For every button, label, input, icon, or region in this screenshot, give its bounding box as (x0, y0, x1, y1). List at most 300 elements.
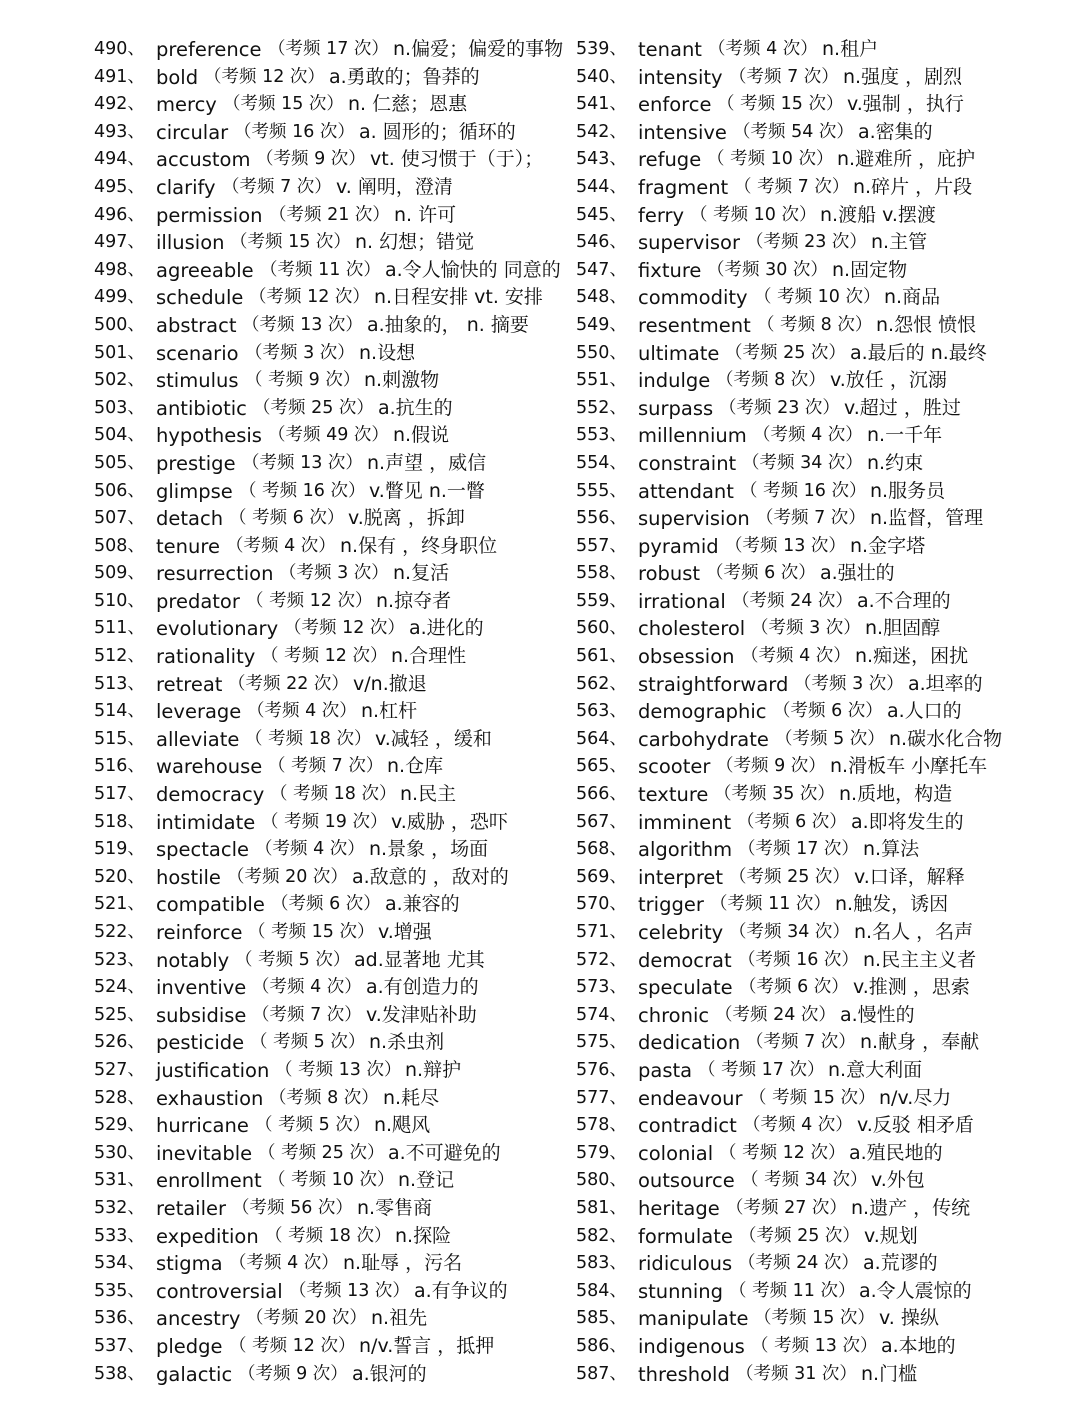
entry-number: 586、 (576, 1335, 627, 1356)
entry-definition: n.算法 (863, 838, 920, 861)
entry-frequency: （考频 6 次） (271, 894, 381, 915)
entry-number: 524、 (94, 977, 145, 998)
entry-frequency: （考频 25 次） (729, 866, 850, 887)
entry-word: resentment (638, 313, 751, 337)
entry-number: 523、 (94, 949, 145, 970)
entry-frequency: （ 考频 12 次） (246, 590, 373, 611)
entry-frequency: （考频 7 次） (756, 508, 866, 529)
entry-definition: v.推测 ，思索 (853, 976, 970, 999)
entry-number: 505、 (94, 452, 145, 473)
entry-definition: n.触发，诱因 (835, 893, 949, 916)
entry-frequency: （考频 4 次） (252, 977, 362, 998)
entry-number: 562、 (576, 673, 627, 694)
entry-number: 543、 (576, 149, 627, 170)
entry-frequency: （ 考频 5 次） (235, 949, 351, 970)
entry-word: pyramid (638, 534, 719, 558)
entry-frequency: （考频 22 次） (228, 673, 349, 694)
entry-number: 491、 (94, 66, 145, 87)
entry-word: schedule (156, 286, 244, 310)
entry-number: 519、 (94, 839, 145, 860)
entry-frequency: （考频 7 次） (252, 1004, 362, 1025)
entry-number: 579、 (576, 1142, 627, 1163)
entry-number: 547、 (576, 259, 627, 280)
entry-frequency: （考频 4 次） (229, 1253, 339, 1274)
entry-frequency: （考频 12 次） (204, 66, 325, 87)
entry-definition: n.民主 (400, 783, 457, 806)
entry-number: 492、 (94, 94, 145, 115)
vocab-entry (576, 1167, 1046, 1195)
entry-definition: n.仓库 (387, 755, 444, 778)
vocab-entry (94, 505, 564, 533)
entry-frequency: （ 考频 18 次） (265, 1225, 392, 1246)
entry-frequency: （考频 3 次） (279, 563, 389, 584)
entry-word: bold (156, 65, 199, 89)
entry-frequency: （ 考频 17 次） (698, 1059, 825, 1080)
entry-definition: v.放任 ，沉溺 (830, 369, 947, 392)
entry-number: 529、 (94, 1115, 145, 1136)
entry-definition: n.商品 (884, 286, 941, 309)
entry-word: scooter (638, 755, 711, 779)
entry-frequency: （ 考频 9 次） (245, 370, 361, 391)
entry-number: 499、 (94, 287, 145, 308)
entry-definition: n.日程安排 vt. 安排 (374, 286, 543, 309)
entry-definition: v.反驳 相矛盾 (857, 1114, 974, 1137)
entry-number: 538、 (94, 1363, 145, 1384)
entry-word: indigenous (638, 1334, 745, 1358)
entry-word: agreeable (156, 258, 254, 282)
entry-definition: a.荒谬的 (863, 1252, 938, 1275)
vocab-entry (576, 64, 1046, 92)
entry-definition: n.质地，构造 (839, 783, 953, 806)
vocab-entry (576, 1002, 1046, 1030)
entry-number: 582、 (576, 1225, 627, 1246)
entry-definition: a. 圆形的；循环的 (359, 120, 516, 143)
entry-number: 544、 (576, 176, 627, 197)
vocab-entry (576, 36, 1046, 64)
entry-number: 536、 (94, 1308, 145, 1329)
entry-number: 534、 (94, 1253, 145, 1274)
entry-definition: v.口译，解释 (854, 865, 965, 888)
entry-word: obsession (638, 645, 735, 669)
entry-word: ancestry (156, 1307, 241, 1331)
entry-word: retailer (156, 1196, 227, 1220)
entry-frequency: （ 考频 10 次） (268, 1170, 395, 1191)
entry-word: pesticide (156, 1031, 245, 1055)
vocab-entry (94, 615, 564, 643)
entry-number: 526、 (94, 1032, 145, 1053)
entry-definition: n. 幻想；错觉 (355, 231, 475, 254)
entry-number: 560、 (576, 618, 627, 639)
entry-word: detach (156, 507, 224, 531)
entry-word: notably (156, 948, 230, 972)
entry-frequency: （考频 21 次） (269, 204, 390, 225)
entry-word: permission (156, 203, 263, 227)
entry-frequency: （考频 17 次） (738, 839, 859, 860)
entry-definition: n.偏爱；偏爱的事物 (393, 38, 564, 60)
entry-definition: n.掠夺者 (376, 589, 452, 612)
entry-frequency: （考频 3 次） (245, 342, 355, 363)
entry-number: 565、 (576, 756, 627, 777)
entry-definition: n.渡船 v.摆渡 (820, 203, 936, 226)
entry-definition: v.外包 (871, 1169, 925, 1192)
vocab-entry (94, 1278, 564, 1306)
entry-definition: n.景象 ，场面 (369, 838, 489, 861)
entry-definition: v.强制 ，执行 (847, 93, 964, 116)
entry-word: celebrity (638, 921, 724, 944)
entry-number: 531、 (94, 1170, 145, 1191)
entry-number: 546、 (576, 232, 627, 253)
entry-number: 496、 (94, 204, 145, 225)
entry-number: 503、 (94, 397, 145, 418)
entry-number: 514、 (94, 701, 145, 722)
entry-frequency: （考频 49 次） (268, 425, 389, 446)
entry-number: 515、 (94, 728, 145, 749)
entry-frequency: （考频 15 次） (230, 232, 351, 253)
entry-number: 550、 (576, 342, 627, 363)
entry-definition: n.碳水化合物 (889, 727, 1003, 750)
entry-frequency: （ 考频 12 次） (719, 1142, 846, 1163)
entry-word: interpret (638, 865, 724, 889)
vocab-entry (94, 119, 564, 147)
entry-frequency: （考频 5 次） (775, 728, 885, 749)
entry-number: 587、 (576, 1363, 627, 1384)
entry-word: intimidate (156, 810, 256, 834)
entry-number: 509、 (94, 563, 145, 584)
entry-number: 490、 (94, 39, 145, 59)
vocab-entry (94, 422, 564, 450)
vocab-entry (94, 478, 564, 506)
entry-number: 548、 (576, 287, 627, 308)
entry-word: manipulate (638, 1307, 749, 1331)
entry-definition: n.胆固醇 (865, 617, 941, 640)
entry-definition: n.耗尽 (383, 1086, 440, 1109)
entry-number: 530、 (94, 1142, 145, 1163)
entry-word: hurricane (156, 1114, 249, 1138)
entry-number: 501、 (94, 342, 145, 363)
vocab-entry (576, 1305, 1046, 1333)
vocab-entry (94, 1112, 564, 1140)
entry-frequency: （考频 25 次） (725, 342, 846, 363)
entry-frequency: （考频 25 次） (253, 397, 374, 418)
entry-number: 532、 (94, 1197, 145, 1218)
entry-word: supervisor (638, 231, 740, 255)
entry-frequency: （ 考频 12 次） (261, 646, 388, 667)
entry-number: 577、 (576, 1087, 627, 1108)
vocab-entry (576, 478, 1046, 506)
entry-word: outsource (638, 1169, 735, 1193)
entry-frequency: （考频 6 次） (739, 977, 849, 998)
vocab-entry (94, 1195, 564, 1223)
entry-number: 545、 (576, 204, 627, 225)
entry-definition: n.登记 (398, 1169, 455, 1192)
entry-word: tenant (638, 38, 702, 61)
entry-definition: a.最后的 n.最终 (850, 341, 987, 364)
entry-definition: v.脱离 ，拆卸 (348, 507, 465, 530)
entry-word: prestige (156, 451, 236, 475)
vocab-entry (94, 781, 564, 809)
vocab-entry (576, 367, 1046, 395)
entry-word: controversial (156, 1279, 283, 1303)
entry-definition: n.强度 ，剧烈 (843, 65, 963, 88)
vocab-entry (94, 1140, 564, 1168)
entry-word: commodity (638, 286, 748, 310)
entry-frequency: （考频 27 次） (726, 1197, 847, 1218)
entry-number: 568、 (576, 839, 627, 860)
vocab-entry (576, 1250, 1046, 1278)
entry-word: formulate (638, 1224, 733, 1248)
vocab-entry (576, 1140, 1046, 1168)
entry-word: millennium (638, 424, 747, 448)
vocab-entry (576, 422, 1046, 450)
entry-word: reinforce (156, 921, 243, 944)
entry-definition: n.祖先 (371, 1307, 428, 1330)
entry-number: 533、 (94, 1225, 145, 1246)
entry-number: 573、 (576, 977, 627, 998)
vocab-entry (94, 340, 564, 368)
entry-definition: n.一千年 (867, 424, 943, 447)
entry-frequency: （ 考频 15 次） (248, 922, 375, 942)
vocab-entry (576, 671, 1046, 699)
entry-number: 551、 (576, 370, 627, 391)
vocab-entry (576, 1085, 1046, 1113)
entry-frequency: （考频 13 次） (242, 452, 363, 473)
entry-word: heritage (638, 1196, 720, 1220)
vocab-entry (94, 1167, 564, 1195)
entry-number: 572、 (576, 949, 627, 970)
entry-definition: v.增强 (378, 921, 432, 943)
entry-frequency: （考频 9 次） (716, 756, 826, 777)
entry-frequency: （ 考频 10 次） (690, 204, 817, 225)
entry-number: 549、 (576, 314, 627, 335)
entry-frequency: （考频 4 次） (226, 535, 336, 556)
entry-frequency: （ 考频 15 次） (717, 94, 844, 115)
entry-definition: a.兼容的 (385, 893, 460, 916)
vocab-entry (576, 919, 1046, 947)
entry-frequency: （考频 13 次） (725, 535, 846, 556)
entry-number: 552、 (576, 397, 627, 418)
entry-definition: a.令人震惊的 (859, 1279, 972, 1302)
entry-frequency: （考频 11 次） (260, 259, 381, 280)
entry-definition: a.敌意的 ，敌对的 (352, 865, 509, 888)
entry-word: fixture (638, 258, 702, 282)
entry-word: ferry (638, 203, 685, 227)
entry-word: dedication (638, 1031, 741, 1055)
entry-frequency: （考频 4 次） (743, 1115, 853, 1136)
entry-definition: n. 仁慈；恩惠 (348, 93, 468, 116)
entry-number: 558、 (576, 563, 627, 584)
entry-frequency: （考频 13 次） (242, 314, 363, 335)
entry-word: contradict (638, 1114, 737, 1138)
entry-frequency: （考频 9 次） (256, 149, 366, 170)
entry-number: 540、 (576, 66, 627, 87)
entry-frequency: （考频 12 次） (249, 287, 370, 308)
entry-word: hypothesis (156, 424, 262, 448)
entry-word: pasta (638, 1058, 693, 1082)
vocab-entry (576, 560, 1046, 588)
entry-frequency: （ 考频 5 次） (250, 1032, 366, 1053)
entry-frequency: （ 考频 6 次） (229, 508, 345, 529)
vocab-entry (94, 809, 564, 837)
vocab-entry (576, 726, 1046, 754)
vocab-entry (94, 671, 564, 699)
entry-frequency: （考频 56 次） (232, 1197, 353, 1218)
entry-definition: n.辩护 (405, 1058, 462, 1081)
entry-frequency: （考频 23 次） (746, 232, 867, 253)
entry-definition: vt. 使习惯于（于）； (370, 148, 544, 171)
entry-definition: n.民主主义者 (863, 948, 977, 971)
vocab-entry (576, 202, 1046, 230)
vocab-entry (94, 1002, 564, 1030)
right-column (576, 36, 1046, 1388)
entry-word: enrollment (156, 1169, 262, 1193)
entry-frequency: （ 考频 34 次） (741, 1170, 868, 1191)
entry-definition: n.耻辱 ，污名 (343, 1252, 463, 1275)
entry-definition: n.主管 (871, 231, 928, 254)
entry-number: 513、 (94, 673, 145, 694)
vocab-entry (94, 257, 564, 285)
entry-word: cholesterol (638, 617, 746, 641)
entry-definition: n.声望 ，威信 (367, 451, 487, 474)
entry-number: 576、 (576, 1059, 627, 1080)
vocab-entry (94, 1305, 564, 1333)
vocab-entry (94, 367, 564, 395)
vocab-entry (576, 864, 1046, 892)
entry-number: 567、 (576, 811, 627, 832)
vocab-entry (576, 505, 1046, 533)
entry-frequency: （ 考频 11 次） (729, 1280, 856, 1301)
vocab-entry (576, 1278, 1046, 1306)
entry-word: alleviate (156, 727, 240, 751)
vocab-entry (94, 146, 564, 174)
entry-word: evolutionary (156, 617, 279, 641)
entry-word: spectacle (156, 838, 249, 862)
entry-definition: n.痴迷，困扰 (855, 645, 969, 668)
entry-word: stigma (156, 1252, 223, 1276)
entry-number: 510、 (94, 590, 145, 611)
vocab-entry (94, 312, 564, 340)
entry-frequency: （考频 25 次） (739, 1225, 860, 1246)
entry-definition: a.坦率的 (908, 672, 983, 695)
entry-frequency: （考频 17 次） (268, 39, 389, 59)
entry-frequency: （考频 16 次） (234, 121, 355, 142)
vocab-entry (94, 753, 564, 781)
entry-frequency: （ 考频 16 次） (740, 480, 867, 501)
entry-word: endeavour (638, 1086, 743, 1110)
entry-definition: n.金字塔 (850, 534, 926, 557)
vocab-entry (94, 974, 564, 1002)
vocab-entry (94, 643, 564, 671)
entry-word: rationality (156, 645, 256, 669)
entry-number: 539、 (576, 39, 627, 59)
vocab-entry (576, 698, 1046, 726)
entry-frequency: （考频 3 次） (794, 673, 904, 694)
entry-number: 507、 (94, 508, 145, 529)
entry-word: enforce (638, 93, 712, 117)
entry-word: pledge (156, 1334, 223, 1358)
entry-definition: v.超过 ，胜过 (844, 396, 961, 419)
vocab-entry (576, 450, 1046, 478)
entry-number: 508、 (94, 535, 145, 556)
entry-number: 575、 (576, 1032, 627, 1053)
vocab-entry (94, 726, 564, 754)
entry-definition: n.零售商 (357, 1196, 433, 1219)
entry-definition: a.令人愉快的 同意的 (385, 258, 561, 281)
entry-definition: n.租户 (822, 38, 879, 60)
entry-word: chronic (638, 1003, 710, 1027)
entry-frequency: （考频 12 次） (284, 618, 405, 639)
entry-frequency: （考频 8 次） (269, 1087, 379, 1108)
entry-number: 541、 (576, 94, 627, 115)
vocab-entry (576, 1057, 1046, 1085)
vocab-entry (576, 1333, 1046, 1361)
vocab-entry (94, 91, 564, 119)
vocab-entry (576, 229, 1046, 257)
entry-frequency: （ 考频 5 次） (255, 1115, 371, 1136)
entry-word: subsidise (156, 1003, 247, 1027)
vocab-entry (576, 588, 1046, 616)
entry-word: scenario (156, 341, 239, 365)
entry-number: 569、 (576, 866, 627, 887)
entry-definition: n/v.尽力 (879, 1086, 952, 1109)
entry-word: abstract (156, 313, 237, 337)
entry-definition: n.门槛 (861, 1362, 918, 1385)
entry-definition: a.勇敢的；鲁莽的 (329, 65, 480, 88)
vocab-entry (576, 312, 1046, 340)
entry-number: 585、 (576, 1308, 627, 1329)
entry-frequency: （考频 20 次） (246, 1308, 367, 1329)
entry-definition: v.威胁 ，恐吓 (391, 810, 508, 833)
entry-frequency: （考频 4 次） (247, 701, 357, 722)
entry-definition: a.抗生的 (378, 396, 453, 419)
vocab-entry (94, 1361, 564, 1389)
entry-word: clarify (156, 175, 216, 199)
vocab-entry (576, 1029, 1046, 1057)
entry-definition: n.保有 ，终身职位 (340, 534, 498, 557)
entry-word: accustom (156, 148, 251, 172)
entry-frequency: （ 考频 7 次） (734, 176, 850, 197)
entry-definition: a.抽象的， n. 摘要 (367, 313, 529, 336)
entry-definition: v.减轻 ，缓和 (375, 727, 492, 750)
entry-number: 563、 (576, 701, 627, 722)
entry-definition: n.监督，管理 (870, 507, 984, 530)
vocab-entry (94, 229, 564, 257)
entry-word: expedition (156, 1224, 259, 1248)
entry-word: galactic (156, 1362, 233, 1386)
entry-definition: v/n.撤退 (353, 672, 427, 695)
entry-number: 566、 (576, 784, 627, 805)
entry-number: 559、 (576, 590, 627, 611)
entry-frequency: （考频 16 次） (738, 949, 859, 970)
entry-number: 512、 (94, 646, 145, 667)
entry-word: supervision (638, 507, 750, 531)
entry-frequency: （ 考频 8 次） (757, 314, 873, 335)
entry-word: trigger (638, 893, 704, 917)
entry-frequency: （ 考频 18 次） (270, 784, 397, 805)
entry-frequency: （ 考频 16 次） (239, 480, 366, 501)
entry-word: carbohydrate (638, 727, 769, 751)
entry-number: 553、 (576, 425, 627, 446)
entry-word: justification (156, 1058, 270, 1082)
entry-definition: n.飓风 (374, 1114, 431, 1137)
entry-frequency: （考频 31 次） (736, 1363, 857, 1384)
entry-frequency: （考频 6 次） (737, 811, 847, 832)
vocab-entry (576, 809, 1046, 837)
entry-definition: n.设想 (359, 341, 416, 364)
vocab-entry (94, 588, 564, 616)
entry-definition: n.怨恨 愤恨 (876, 313, 977, 336)
vocab-entry (94, 1250, 564, 1278)
entry-frequency: （考频 7 次） (746, 1032, 856, 1053)
